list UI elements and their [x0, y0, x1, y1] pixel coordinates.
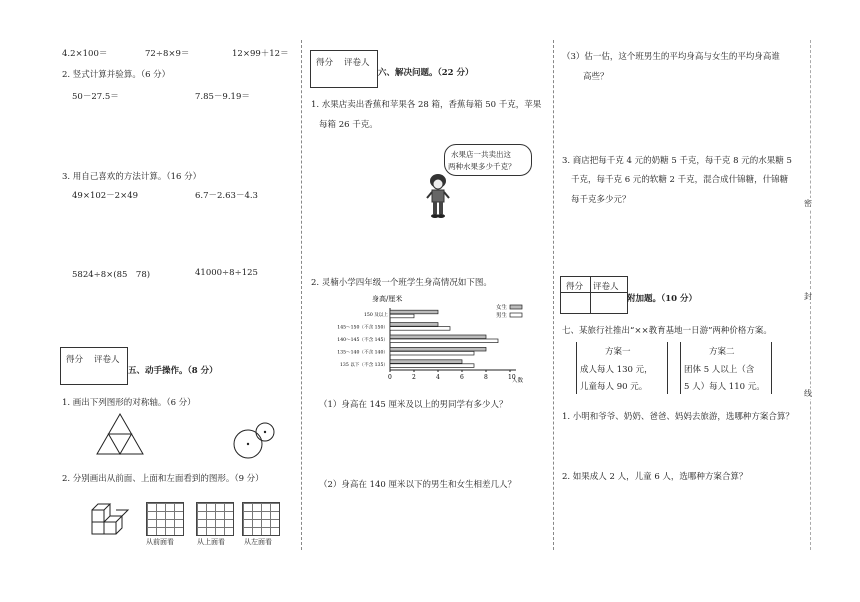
section6-title: 六、解决问题。（22 分） [378, 68, 474, 78]
chart-body [337, 308, 516, 381]
plan1-line1: 成人每人 130 元， [580, 365, 653, 375]
s6-q2-sub1: （1）身高在 145 厘米及以上的男同学有多少人？ [319, 400, 508, 410]
height-bar-chart [318, 290, 536, 390]
chart-x-tick-label: 6 [460, 374, 464, 381]
view-label-top: 从上面看 [197, 538, 225, 546]
chart-bar-girl [390, 360, 462, 364]
score-box-right [560, 276, 628, 314]
s7-q1: 1. 小明和爷爷、奶奶、爸爸、妈妈去旅游，选哪种方案合算？ [562, 412, 794, 422]
chart-bar-boy [390, 339, 498, 343]
chart-bar-boy [390, 314, 414, 318]
row1-item-2: 72÷8×9＝ [145, 49, 190, 59]
chart-legend-swatch [510, 313, 522, 317]
q2-item-1: 50－27.5＝ [72, 92, 119, 102]
chart-x-tick-label: 4 [436, 374, 440, 381]
bonus-title: 附加题。（10 分） [627, 294, 698, 304]
chart-bar-boy [390, 327, 450, 331]
chart-legend-swatch [510, 305, 522, 309]
cube-solid-figure [88, 498, 134, 538]
chart-legend-label: 女生 [496, 305, 508, 311]
s6-q3-line1: 3. 商店把每千克 4 元的奶糖 5 千克，每千克 8 元的水果糖 5 [562, 156, 792, 166]
section5-title: 五、动手操作。（8 分） [128, 366, 218, 376]
chart-x-tick-label: 8 [484, 374, 488, 381]
grid-left [242, 502, 280, 536]
chart-x-tick-label: 2 [412, 374, 416, 381]
grid-top [196, 502, 234, 536]
s6-q1-line2: 每箱 26 千克。 [319, 120, 378, 130]
view-label-left: 从左面看 [244, 538, 272, 546]
seal-char-1: 密 [804, 199, 812, 208]
plan1-box [576, 342, 668, 394]
chart-bar-boy [390, 364, 474, 368]
plan2-title: 方案二 [709, 347, 735, 357]
s5-q2: 2. 分别画出从前面、上面和左面看到的图形。（9 分） [62, 474, 264, 484]
column-divider-2 [553, 40, 554, 550]
plan1-line2: 儿童每人 90 元。 [580, 382, 648, 392]
score-label: 得分 [316, 58, 334, 68]
score-label: 得分 [66, 355, 84, 365]
s7-q2: 2. 如果成人 2 人，儿童 6 人，选哪种方案合算？ [562, 472, 748, 482]
chart-bar-girl [390, 347, 486, 351]
seal-char-2: 封 [804, 292, 812, 301]
q3-title: 3. 用自己喜欢的方法计算。（16 分） [62, 172, 202, 182]
plan1-title: 方案一 [605, 347, 631, 357]
chart-bar-boy [390, 351, 474, 355]
s6-q2-text: 2. 灵楠小学四年级一个班学生身高情况如下图。 [311, 278, 492, 288]
q3-item-2: 6.7－2.63－4.3 [195, 191, 258, 201]
view-label-front: 从前面看 [146, 538, 174, 546]
chart-legend-label: 男生 [496, 313, 508, 319]
child-illustration [424, 172, 452, 220]
score-label: 得分 [566, 282, 584, 292]
q2-item-2: 7.85－9.19＝ [195, 92, 250, 102]
q3-item-1: 49×102－2×49 [72, 191, 139, 201]
s5-q1: 1. 画出下列图形的对称轴。（6 分） [62, 398, 196, 408]
plan2-box [680, 342, 772, 394]
triangle-figure [95, 412, 145, 456]
section7-title: 七、某旅行社推出“××教育基地一日游”两种价格方案。 [562, 326, 772, 336]
q3-est-line2: 高些？ [583, 72, 609, 82]
speech-line-1: 水果店一共卖出这 [451, 150, 511, 159]
q2-title: 2. 竖式计算并验算。（6 分） [62, 70, 171, 80]
score-box-left [60, 347, 128, 385]
column-divider-1 [301, 40, 302, 550]
row1-item-1: 4.2×100＝ [62, 49, 108, 59]
q3-item-4: 41000÷8÷125 [195, 268, 258, 278]
plan2-line2: 5 人）每人 110 元。 [684, 382, 765, 392]
score-box-divider-h [561, 292, 627, 293]
speech-bubble [444, 144, 532, 176]
seal-char-3: 线 [804, 389, 812, 398]
grid-front [146, 502, 184, 536]
score-box-divider-v [590, 277, 591, 313]
row1-item-3: 12×99＋12＝ [232, 49, 289, 59]
s6-q2-sub2: （2）身高在 140 厘米以下的男生和女生相差几人？ [319, 480, 517, 490]
reviewer-label: 评卷人 [344, 58, 370, 68]
chart-title: 身高/厘米 [372, 295, 403, 303]
chart-category-label: 135 以下（不含 135） [339, 362, 388, 368]
chart-category-label: 140～145（不含 145） [337, 338, 388, 343]
chart-category-label: 145～150（不含 150） [337, 325, 388, 331]
circles-figure [228, 420, 282, 462]
chart-bar-girl [390, 310, 438, 314]
q3-est-line1: （3）估一估，这个班男生的平均身高与女生的平均身高谁 [562, 52, 780, 62]
chart-x-tick-label: 10 [508, 374, 516, 381]
chart-bar-girl [390, 335, 486, 339]
chart-category-label: 150 及以上 [363, 313, 388, 319]
q3-item-3: 5824÷8×(85 78) [72, 270, 151, 280]
chart-category-label: 135～140（不含 140） [337, 350, 388, 356]
score-box-middle [310, 50, 378, 88]
chart-bar-girl [390, 323, 438, 327]
reviewer-label: 评卷人 [593, 282, 619, 292]
chart-x-tick-label: 0 [388, 374, 392, 381]
speech-line-2: 两种水果多少千克？ [448, 162, 516, 171]
plan2-line1: 团体 5 人以上（含 [684, 365, 755, 375]
chart-x-label: 人数 [512, 378, 524, 384]
s6-q3-line3: 每千克多少元？ [571, 195, 631, 205]
reviewer-label: 评卷人 [94, 355, 120, 365]
s6-q1-line1: 1. 水果店卖出香蕉和苹果各 28 箱，香蕉每箱 50 千克，苹果 [311, 100, 542, 110]
chart-legend [496, 303, 522, 319]
s6-q3-line2: 千克，每千克 6 元的软糖 2 千克，混合成什锦糖，什锦糖 [571, 175, 789, 185]
